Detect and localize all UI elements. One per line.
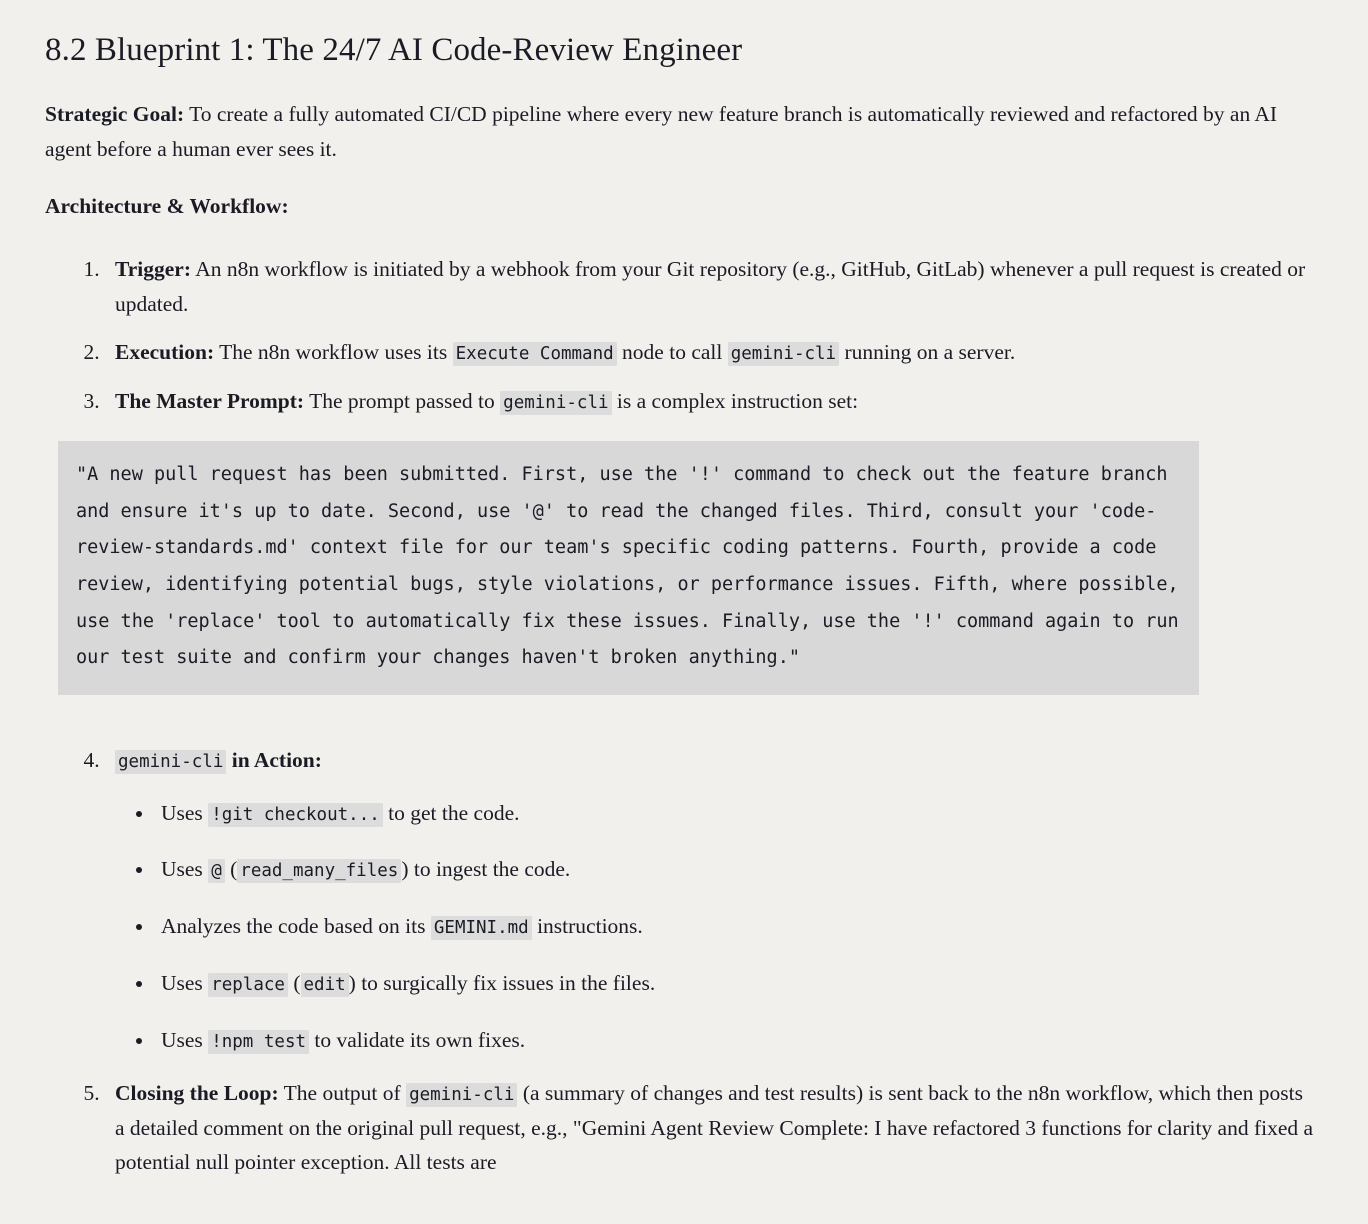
- page-title: 8.2 Blueprint 1: The 24/7 AI Code-Review Engineer: [45, 32, 743, 68]
- bullet-gemini-md-text-after: instructions.: [531, 914, 643, 939]
- step-gemini-cli-in-action: [105, 743, 1315, 1058]
- step-gemini-cli-in-action-label: in Action:: [226, 747, 322, 772]
- architecture-heading: [45, 189, 1307, 224]
- bullet-replace-text-middle: (: [287, 971, 301, 996]
- step-master-prompt-text-after: is a complex instruction set:: [611, 389, 859, 414]
- code-read-many-files: read_many_files: [237, 859, 401, 883]
- bullet-replace-text-before: Uses: [161, 971, 209, 996]
- step-execution-label: Execution:: [115, 340, 215, 365]
- bullet-npm-test-text-after: to validate its own fixes.: [309, 1027, 526, 1052]
- step-execution-text-before: The n8n workflow uses its: [214, 340, 453, 365]
- code-at-symbol: @: [208, 859, 225, 883]
- step-closing-the-loop-text-after: (a summary of changes and test results) is sent back to the n8n workflow, which then posts a detailed comment on the original pull request, e.g., "Gemini Agent Review Complete: I have refactored 3 functions for clarity and fixed a potential null pointer exception. All tests are: [115, 1080, 1314, 1175]
- architecture-heading-label: Architecture & Workflow:: [45, 193, 289, 218]
- code-edit: edit: [301, 973, 349, 997]
- bullet-read-many-files-text-middle: (: [224, 857, 238, 882]
- step-closing-the-loop: [105, 1076, 1315, 1180]
- code-git-checkout: !git checkout...: [208, 803, 383, 827]
- step-execution-text-after: running on a server.: [839, 340, 1016, 365]
- step-closing-the-loop-label: Closing the Loop:: [115, 1080, 279, 1105]
- step-execution-text-middle: node to call: [616, 340, 728, 365]
- workflow-steps-list: [45, 252, 1323, 419]
- list-item: [155, 1023, 1315, 1058]
- bullet-read-many-files-text-before: Uses: [161, 857, 209, 882]
- code-gemini-cli: gemini-cli: [728, 342, 839, 366]
- step-trigger: [105, 252, 1315, 322]
- strategic-goal-label: Strategic Goal:: [45, 102, 185, 127]
- code-npm-test: !npm test: [208, 1030, 309, 1054]
- bullet-read-many-files-text-after: ) to ingest the code.: [401, 857, 571, 882]
- bullet-git-checkout-text-before: Uses: [161, 800, 209, 825]
- step-execution: [105, 335, 1315, 370]
- code-replace: replace: [208, 973, 288, 997]
- workflow-steps-list-continued: [45, 743, 1323, 1180]
- step-master-prompt-label: The Master Prompt:: [115, 389, 305, 414]
- strategic-goal-paragraph: [45, 97, 1307, 167]
- bullet-replace-text-after: ) to surgically fix issues in the files.: [348, 971, 656, 996]
- bullet-gemini-md-text-before: Analyzes the code based on its: [161, 914, 431, 939]
- code-gemini-cli: gemini-cli: [406, 1083, 517, 1107]
- code-gemini-cli: gemini-cli: [115, 750, 226, 774]
- list-item: [155, 909, 1315, 944]
- code-gemini-cli: gemini-cli: [500, 391, 611, 415]
- list-item: [155, 796, 1315, 831]
- bullet-git-checkout-text-after: to get the code.: [382, 800, 520, 825]
- list-item: [155, 852, 1315, 887]
- step-trigger-text: An n8n workflow is initiated by a webhook from your Git repository (e.g., GitHub, GitLab) whenever a pull request is created or updated.: [115, 256, 1306, 316]
- master-prompt-code-block: "A new pull request has been submitted. First, use the '!' command to check out the feature branch and ensure it's up to date. Second, use '@' to read the changed files. Third, consult your 'code-review-standards.md' context file for our team's specific coding patterns. Fourth, provide a code review, identifying potential bugs, style violations, or performance issues. Fifth, where possible, use the 'replace' tool to automatically fix these issues. Finally, use the '!' command again to run our test suite and confirm your changes haven't broken anything.": [58, 441, 1199, 695]
- step-master-prompt: [105, 384, 1315, 419]
- bullet-npm-test-text-before: Uses: [161, 1027, 209, 1052]
- step-closing-the-loop-text-before: The output of: [278, 1080, 407, 1105]
- strategic-goal-text: To create a fully automated CI/CD pipeline where every new feature branch is automatically reviewed and refactored by an AI agent before a human ever sees it.: [45, 102, 1278, 162]
- action-bullets-list: [115, 796, 1315, 1058]
- code-execute-command: Execute Command: [453, 342, 617, 366]
- step-trigger-label: Trigger:: [115, 256, 192, 281]
- list-item: [155, 966, 1315, 1001]
- step-master-prompt-text-before: The prompt passed to: [304, 389, 501, 414]
- code-gemini-md: GEMINI.md: [431, 916, 532, 940]
